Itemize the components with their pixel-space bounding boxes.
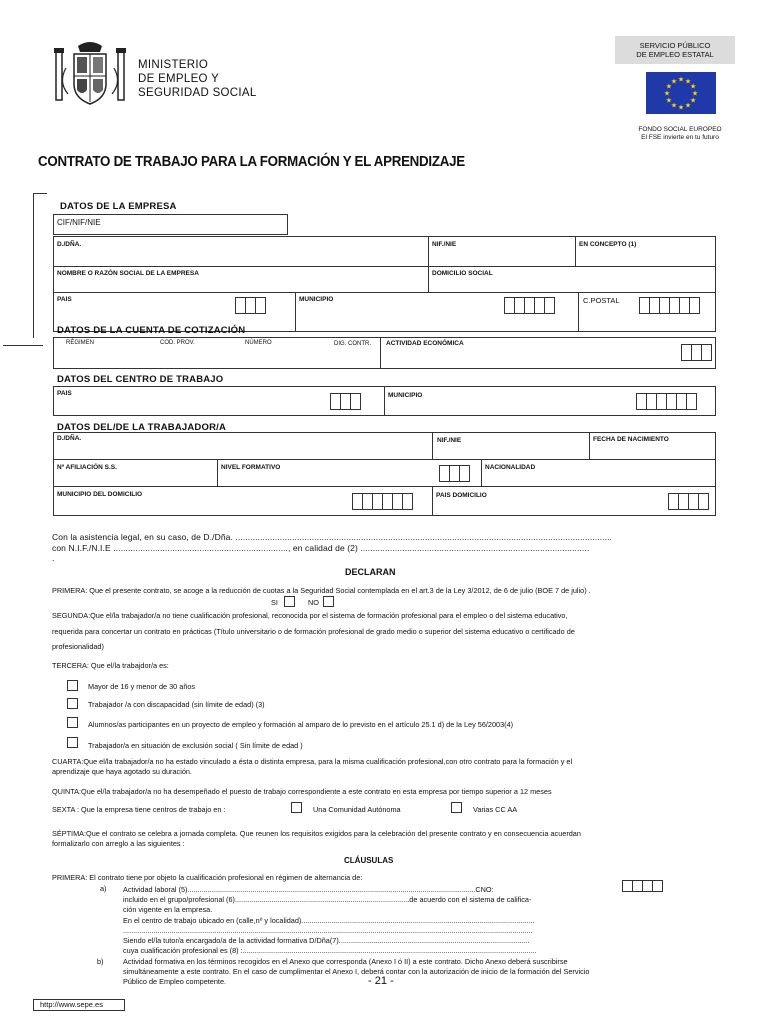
opt-alumnos-label: Alumnos/as participantes en un proyecto de empleo y formación al amparo de lo previsto en el artículo 25.1 d) de la Ley 56/2003(4) (88, 720, 514, 729)
margin-bracket (33, 193, 47, 338)
empresa-municipio-cells[interactable] (505, 297, 555, 314)
centro-pais-label: PAIS (57, 390, 72, 397)
trabajador-row-divider-1 (53, 459, 716, 460)
trabajador-heading: DATOS DEL/DE LA TRABAJADOR/A (57, 422, 227, 433)
trabajador-pais-label: PAIS DOMICILIO (436, 492, 487, 499)
eu-flag-icon (646, 72, 716, 114)
declaran-segunda-3: profesionalidad) (52, 642, 104, 651)
declaran-septima-1: SÉPTIMA:Que el contrato se celebra a jornada completa. Que reunen los requisitos exigidos para la celebración del presente contrato y en consecuencia acuerdan (52, 829, 581, 838)
codprov-label: COD. PROV. (160, 340, 195, 346)
empresa-col-divider (428, 236, 429, 292)
empresa-cpostal-label: C.POSTAL (583, 296, 620, 305)
clausula-a-line-1[interactable]: Actividad laboral (5)..............................................................................................................................................CNO: (123, 885, 494, 894)
fse-line-2: El FSE invierte en tu futuro (641, 134, 719, 141)
eu-star: ★ (684, 78, 692, 86)
eu-star: ★ (689, 83, 697, 91)
no-checkbox[interactable] (323, 596, 334, 607)
cotizacion-table (53, 337, 716, 369)
declaran-sexta: SEXTA : Que la empresa tiene centros de trabajo en : (52, 805, 226, 814)
pais-domicilio-cells[interactable] (669, 493, 709, 510)
empresa-municipio-label: MUNICIPIO (299, 296, 334, 303)
coat-of-arms-logo (52, 38, 128, 110)
clausulas-heading: CLÁUSULAS (344, 856, 394, 865)
declaran-quinta: QUINTA:Que el/la trabajador/a no ha desempeñado el puesto de trabajo correspondiente a este contrato en esta empresa por tiempo superior a 12 meses (52, 787, 552, 796)
empresa-row-divider-2 (53, 292, 716, 293)
trabajador-dona-label: D./DÑA. (57, 435, 82, 442)
clausula-a-line-3: ción vigente en la empresa. (123, 905, 213, 914)
declaran-septima-2: formalizarlo con arreglo a las siguientes : (52, 839, 185, 848)
clausula-b-line-1: Actividad formativa en los términos recogidos en el Anexo que corresponda (Anexo I ó II) a este contrato. Dicho Anexo deberá suscribirse (123, 957, 568, 966)
eu-star: ★ (670, 102, 678, 110)
centro-col-divider (384, 386, 385, 416)
numero-label: NÚMERO (245, 340, 272, 346)
empresa-col-divider-4 (578, 292, 579, 332)
empresa-nif-label: NIF./NIE (432, 241, 457, 248)
declaran-primera: PRIMERA: Que el presente contrato, se acoge a la reducción de cuotas a la Seguridad Social contemplada en el art.3 de la Ley 3/2012, de 6 de julio (BOE 7 de julio) . (52, 586, 591, 595)
no-label: NO (308, 598, 319, 607)
nacionalidad-cells[interactable] (440, 465, 470, 482)
empresa-pais-cells[interactable] (236, 297, 266, 314)
sepe-badge (615, 36, 735, 64)
sexta-varias-checkbox[interactable] (451, 802, 462, 813)
asistencia-line-2[interactable]: con N.I.F./N.I.E ......................................................................., en calidad de (2) ............................................................................................. (52, 543, 590, 553)
trabajador-col-divider-4 (481, 459, 482, 486)
clausulas-primera: PRIMERA: El contrato tiene por objeto la cualificación profesional en régimen de alternancia de: (52, 873, 363, 882)
trabajador-afiliacion-label: Nº AFILIACIÓN S.S. (57, 464, 117, 471)
eu-star: ★ (689, 97, 697, 105)
eu-star: ★ (677, 104, 685, 112)
clausula-a-marker: a) (100, 884, 107, 893)
clausula-b-line-2: simultáneamente a este contrato. En el caso de cumplimentar el Anexo I, deberá contar con la autorización de inicio de la formación del Servicio (123, 967, 590, 976)
declaran-cuarta-1: CUARTA:Que el/la trabajador/a no ha estado vinculado a ésta o distinta empresa, para la misma cualificación profesional,con otro contrato para la formación y el (52, 757, 573, 766)
trabajador-municipio-label: MUNICIPIO DEL DOMICILIO (57, 491, 143, 498)
opt-discapacidad-label: Trabajador /a con discapacidad (sin límite de edad) (3) (88, 700, 265, 709)
centro-municipio-label: MUNICIPIO (388, 392, 423, 399)
eu-star: ★ (665, 97, 673, 105)
empresa-col-divider-2 (575, 236, 576, 266)
eu-star: ★ (691, 90, 699, 98)
municipio-domicilio-cells[interactable] (353, 493, 413, 510)
clausula-a-line-6[interactable]: Siendo el/la tutor/a encargado/a de la actividad formativa D/Dña(7).............................................................................................. (123, 936, 530, 945)
opt-exclusion-label: Trabajador/a en situación de exclusión social ( Sin límite de edad ) (88, 741, 303, 750)
empresa-nombre-label: NOMBRE O RAZÓN SOCIAL DE LA EMPRESA (57, 270, 199, 277)
declaran-heading: DECLARAN (345, 567, 396, 577)
ministry-line-2: DE EMPLEO Y (138, 73, 220, 85)
declaran-segunda-1: SEGUNDA:Que el/la trabajador/a no tiene cualificación profesional, reconocida por el sistema de formación profesional para el empleo o del sistema educativo, (52, 611, 568, 620)
sexta-varias-label: Varias CC AA (473, 805, 518, 814)
empresa-domicilio-label: DOMICILIO SOCIAL (432, 270, 493, 277)
clausula-a-line-4[interactable]: En el centro de trabajo ubicado en (calle,nº y localidad)................................................................................................................... (123, 916, 535, 925)
trabajador-col-divider-1 (432, 432, 433, 459)
eu-star: ★ (665, 83, 673, 91)
cif-field[interactable] (53, 214, 288, 235)
empresa-row-divider-1 (53, 266, 716, 267)
opt-discapacidad-checkbox[interactable] (67, 698, 78, 709)
margin-divider (3, 345, 43, 346)
empresa-cpostal-cells[interactable] (640, 297, 700, 314)
si-label: SI (271, 598, 278, 607)
si-checkbox[interactable] (284, 596, 295, 607)
empresa-col-divider-3 (295, 292, 296, 332)
cotizacion-heading: DATOS DE LA CUENTA DE COTIZACIÓN (57, 325, 246, 336)
empresa-pais-label: PAIS (57, 296, 72, 303)
cif-label: CIF/NIF/NIE (57, 218, 101, 227)
clausula-b-marker: b) (97, 957, 104, 966)
trabajador-nacionalidad-label: NACIONALIDAD (485, 464, 536, 471)
empresa-heading: DATOS DE LA EMPRESA (60, 201, 177, 212)
clausula-b-line-3: Público de Empleo competente. (123, 977, 227, 986)
declaran-segunda-2: requerida para concertar un contrato en prácticas (Título universitario o de formación profesional de grado medio o superior del sistema educativo o certificado de (52, 627, 575, 636)
ministry-line-1: MINISTERIO (138, 59, 209, 71)
opt-exclusion-checkbox[interactable] (67, 737, 78, 748)
centro-municipio-cells[interactable] (637, 393, 697, 410)
ministry-line-3: SEGURIDAD SOCIAL (138, 87, 257, 99)
digcontr-label: DIG. CONTR. (334, 341, 371, 347)
page-number: - 21 - (368, 975, 394, 987)
asistencia-line-3: . (52, 553, 55, 563)
trabajador-col-divider-5 (432, 486, 433, 516)
ministry-name (138, 58, 257, 100)
empresa-table (53, 236, 716, 332)
actividad-cells[interactable] (682, 344, 712, 361)
fse-caption (625, 126, 735, 142)
clausula-a-line-7[interactable]: cuya cualificación profesional es (8) :................................................................................................................................................. (123, 946, 537, 955)
clausula-a-line-2[interactable]: incluido en el grupo/profesional (6)......................................................................................de acuerdo con el sistema de califica- (123, 895, 532, 904)
sepe-line-2: DE EMPLEO ESTATAL (636, 50, 714, 59)
empresa-dona-label: D./DÑA. (57, 241, 82, 248)
empresa-concepto-label: EN CONCEPTO (1) (579, 241, 637, 248)
trabajador-col-divider-2 (589, 432, 590, 459)
trabajador-fecha-label: FECHA DE NACIMIENTO (593, 436, 669, 443)
trabajador-col-divider-3 (217, 459, 218, 486)
actividad-label: ACTIVIDAD ECONÓMICA (386, 340, 464, 347)
eu-star: ★ (670, 78, 678, 86)
centro-heading: DATOS DEL CENTRO DE TRABAJO (57, 374, 224, 385)
sepe-url-link[interactable]: http://www.sepe.es (33, 999, 125, 1011)
eu-star: ★ (684, 102, 692, 110)
clausula-a-line-5[interactable]: .......................................................................................................................................................................................................... (123, 926, 533, 935)
opt-mayor16-checkbox[interactable] (67, 680, 78, 691)
asistencia-line-1[interactable]: Con la asistencia legal, en su caso, de D./Dña. ......................................................................................................................................................... (52, 532, 613, 542)
opt-alumnos-checkbox[interactable] (67, 717, 78, 728)
trabajador-row-divider-2 (53, 486, 716, 487)
declaran-tercera: TERCERA: Que el/la trabajdor/a es: (52, 661, 169, 670)
eu-star: ★ (663, 90, 671, 98)
cotizacion-col-divider (380, 337, 381, 369)
trabajador-nif-label: NIF./NIE (437, 437, 462, 444)
sexta-una-label: Una Comunidad Autónoma (313, 805, 401, 814)
cno-cells[interactable] (623, 880, 663, 892)
trabajador-nivel-label: NIVEL FORMATIVO (221, 464, 281, 471)
sepe-line-1: SERVICIO PÚBLICO (639, 41, 711, 50)
opt-mayor16-label: Mayor de 16 y menor de 30 años (88, 682, 196, 691)
page-title: CONTRATO DE TRABAJO PARA LA FORMACIÓN Y EL APRENDIZAJE (38, 154, 465, 170)
sexta-una-checkbox[interactable] (291, 802, 302, 813)
centro-pais-cells[interactable] (331, 393, 361, 410)
eu-star: ★ (677, 76, 685, 84)
fse-line-1: FONDO SOCIAL EUROPEO (638, 126, 722, 133)
declaran-cuarta-2: aprendizaje que haya agotado su duración. (52, 767, 192, 776)
regimen-label: RÉGIMEN (66, 340, 95, 346)
